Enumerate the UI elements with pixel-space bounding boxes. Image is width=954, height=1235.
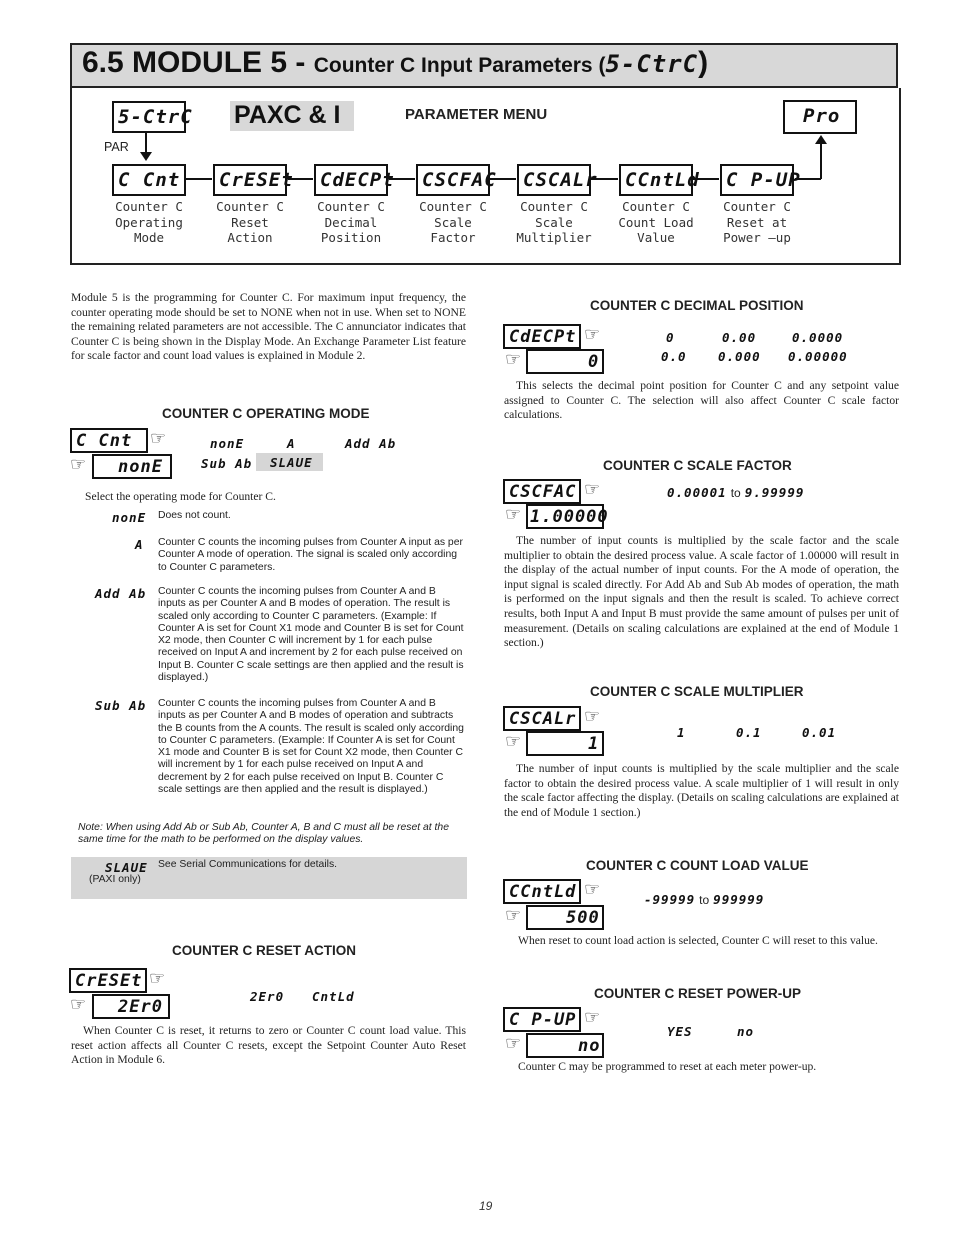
operating-mode-param: C Cnt bbox=[76, 431, 133, 451]
reset-action-value-display bbox=[92, 994, 170, 1019]
count-load-value: 500 bbox=[566, 908, 600, 928]
menu-item-code: C P-UP bbox=[726, 169, 801, 191]
operating-mode-param-display bbox=[70, 428, 148, 453]
scale-mult-value-display bbox=[526, 731, 604, 756]
par-label: PAR bbox=[104, 140, 129, 154]
brand-label: PAXC & I bbox=[234, 101, 341, 129]
hand-pointing-icon: ☞ bbox=[505, 905, 522, 926]
mode-desc-a: Counter C counts the incoming pulses from Counter A input as per Counter A mode of operation. The signal is scaled only according to Counter C parameters. bbox=[158, 537, 463, 573]
count-load-text: When reset to count load action is selected, Counter C will reset to this value. bbox=[518, 934, 878, 947]
reset-action-text: When Counter C is reset, it returns to zero or Counter C count load value. This reset action affects all Counter C resets, except the Setpoint Counter Auto Reset Action in Module 6. bbox=[71, 1024, 466, 1067]
title-subtitle: Counter C Input Parameters ( bbox=[313, 54, 606, 77]
option-mult-0-01: 0.01 bbox=[802, 725, 837, 740]
mode-code-a: A bbox=[135, 537, 144, 552]
option-no: no bbox=[737, 1024, 755, 1039]
option-add-ab: Add Ab bbox=[345, 436, 397, 451]
power-up-heading: COUNTER C RESET POWER-UP bbox=[594, 986, 802, 1001]
menu-item-code: CSCFAC bbox=[422, 169, 497, 191]
hand-pointing-icon: ☞ bbox=[505, 731, 522, 752]
slave-code: SLAUE bbox=[105, 860, 148, 875]
slave-text: See Serial Communications for details. bbox=[158, 859, 338, 870]
option-yes: YES bbox=[667, 1024, 693, 1039]
mode-desc-none: Does not count. bbox=[158, 510, 231, 521]
option-slave: SLAUE bbox=[270, 455, 313, 470]
scale-mult-heading: COUNTER C SCALE MULTIPLIER bbox=[590, 684, 804, 699]
title-prefix: 6.5 MODULE 5 - bbox=[82, 46, 314, 79]
menu-item-label: Counter C Operating Mode bbox=[115, 199, 183, 245]
down-arrow-icon bbox=[140, 152, 152, 161]
menu-item-display bbox=[314, 164, 395, 196]
menu-item-code: CCntLd bbox=[625, 169, 700, 191]
option-slave-box bbox=[256, 453, 323, 471]
operating-mode-heading: COUNTER C OPERATING MODE bbox=[162, 406, 370, 421]
decimal-value: 0 bbox=[588, 352, 600, 372]
hand-pointing-icon: ☞ bbox=[505, 1033, 522, 1054]
title-code: 5-CtrC bbox=[605, 50, 699, 78]
reset-action-param: CrESEt bbox=[75, 971, 143, 991]
range-to: to bbox=[730, 486, 741, 500]
power-up-text: Counter C may be programmed to reset at each meter power-up. bbox=[518, 1060, 817, 1073]
option-sub-ab: Sub Ab bbox=[201, 456, 253, 471]
menu-item-display bbox=[112, 164, 186, 196]
scale-factor-min: 0.00001 bbox=[667, 485, 727, 500]
option-a: A bbox=[287, 436, 296, 451]
decimal-param-display bbox=[503, 324, 581, 349]
option-dp-0: 0 bbox=[666, 330, 675, 345]
option-dp-2: 0.00 bbox=[722, 330, 757, 345]
count-load-max: 999999 bbox=[713, 892, 765, 907]
menu-item-label: Counter C Reset at Power –up bbox=[723, 199, 791, 245]
menu-item-code: CSCALr bbox=[523, 169, 598, 191]
hand-pointing-icon: ☞ bbox=[584, 879, 601, 900]
decimal-heading: COUNTER C DECIMAL POSITION bbox=[590, 298, 804, 313]
scale-factor-value-display bbox=[526, 504, 609, 529]
power-up-value-display bbox=[526, 1033, 604, 1058]
scale-factor-value: 1.00000 bbox=[530, 507, 609, 527]
mode-code-sub-ab: Sub Ab bbox=[95, 698, 147, 713]
count-load-param: CCntLd bbox=[509, 882, 577, 902]
hand-pointing-icon: ☞ bbox=[505, 349, 522, 370]
slave-paxi-only: (PAXI only) bbox=[89, 874, 141, 885]
hand-pointing-icon: ☞ bbox=[584, 479, 601, 500]
count-load-heading: COUNTER C COUNT LOAD VALUE bbox=[586, 858, 809, 873]
hand-pointing-icon: ☞ bbox=[149, 968, 166, 989]
power-up-value: no bbox=[578, 1036, 601, 1056]
count-load-range bbox=[644, 891, 764, 909]
menu-item-display bbox=[720, 164, 801, 196]
menu-item-label: Counter C Count Load Value bbox=[618, 199, 694, 245]
option-dp-1: 0.0 bbox=[661, 349, 687, 364]
scale-factor-range bbox=[667, 484, 804, 502]
power-up-param-display bbox=[503, 1007, 581, 1032]
option-mult-1: 1 bbox=[677, 725, 686, 740]
mode-code-add-ab: Add Ab bbox=[95, 586, 147, 601]
scale-factor-max: 9.99999 bbox=[744, 485, 805, 500]
reset-action-param-display bbox=[69, 968, 147, 993]
hand-pointing-icon: ☞ bbox=[70, 454, 87, 475]
reset-action-value: 2Er0 bbox=[118, 997, 163, 1017]
decimal-text: This selects the decimal point position for Counter C and any setpoint value assigned to Counter C. The selection will also affect Counter C scale factor calculations. bbox=[504, 379, 899, 422]
decimal-param: CdECPt bbox=[509, 327, 577, 347]
decimal-value-display bbox=[526, 349, 604, 374]
hand-pointing-icon: ☞ bbox=[584, 706, 601, 727]
scale-factor-text: The number of input counts is multiplied by the scale factor and the scale multiplier to obtain the desired process value. A scale factor of 1.00000 will result in the display of the actual number of input counts. For the A mode of operation, the input signal is scaled directly. For Add Ab and Sub Ab modes of operation, the math is performed on the input signals and then the result is scaled. To achieve correct results, both Input A and Input B must provide the same amount of pulses per unit of measurement. (Details on scaling calculations are explained at the end of Module 1 section.) bbox=[504, 534, 899, 650]
hand-pointing-icon: ☞ bbox=[584, 1007, 601, 1028]
menu-end-code: Pro bbox=[803, 105, 841, 127]
slave-panel bbox=[71, 857, 467, 899]
range-to: to bbox=[699, 893, 710, 907]
scale-mult-value: 1 bbox=[588, 734, 600, 754]
menu-item-code: C Cnt bbox=[118, 169, 181, 191]
mode-desc-sub-ab: Counter C counts the incoming pulses from Counter A and B inputs as per Counter A and B modes of operation and subtracts the B counts from the A counts. The result is scaled only according to Counter C parameters. (Example: If Counter A is set for Count X1 mode and Counter B is set for Count X2 mode, then Counter C will increment by 1 for each pulse received on Input A and decrement by 2 for each pulse received on Input B. Counter C scale settings are then applied and the result is displayed.) bbox=[158, 698, 464, 796]
menu-item-display bbox=[416, 164, 497, 196]
menu-item-label: Counter C Scale Multiplier bbox=[516, 199, 592, 245]
scale-factor-param-display bbox=[503, 479, 581, 504]
menu-item-code: CdECPt bbox=[320, 169, 395, 191]
menu-item-code: CrESEt bbox=[219, 169, 294, 191]
option-dp-4: 0.0000 bbox=[792, 330, 844, 345]
menu-item-display bbox=[619, 164, 700, 196]
operating-mode-value-display bbox=[92, 454, 172, 479]
scale-factor-param: CSCFAC bbox=[509, 482, 577, 502]
hand-pointing-icon: ☞ bbox=[150, 428, 167, 449]
menu-heading: PARAMETER MENU bbox=[405, 106, 548, 123]
hand-pointing-icon: ☞ bbox=[70, 994, 87, 1015]
option-mult-0-1: 0.1 bbox=[736, 725, 762, 740]
scale-mult-text: The number of input counts is multiplied by the scale multiplier and the scale factor to obtain the desired process value. A scale multiplier of 1 will result in only the scale factor affecting the display. (Details on scaling calculations are explained at the end of Module 1 section.) bbox=[504, 762, 899, 819]
scale-mult-param-display bbox=[503, 706, 581, 731]
option-dp-5: 0.00000 bbox=[788, 349, 848, 364]
reset-action-heading: COUNTER C RESET ACTION bbox=[172, 943, 357, 958]
mode-code-none: nonE bbox=[112, 510, 147, 525]
option-dp-3: 0.000 bbox=[718, 349, 761, 364]
up-arrow-icon bbox=[815, 135, 827, 144]
scale-mult-param: CSCALr bbox=[509, 709, 577, 729]
page-number: 19 bbox=[479, 1199, 493, 1213]
count-load-min: -99999 bbox=[644, 892, 696, 907]
scale-factor-heading: COUNTER C SCALE FACTOR bbox=[603, 458, 792, 473]
menu-item-display bbox=[517, 164, 598, 196]
menu-item-display bbox=[213, 164, 294, 196]
option-count-load: CntLd bbox=[312, 989, 355, 1004]
hand-pointing-icon: ☞ bbox=[505, 504, 522, 525]
select-mode-text: Select the operating mode for Counter C. bbox=[85, 490, 276, 503]
menu-start-code: 5-CtrC bbox=[118, 106, 193, 128]
menu-item-label: Counter C Scale Factor bbox=[419, 199, 487, 245]
math-note: Note: When using Add Ab or Sub Ab, Counter A, B and C must all be reset at the same time for the math to be performed on the display values. bbox=[78, 822, 449, 846]
option-none: nonE bbox=[210, 436, 245, 451]
hand-pointing-icon: ☞ bbox=[584, 324, 601, 345]
mode-desc-add-ab: Counter C counts the incoming pulses from Counter A and B inputs as per Counter A and B modes of operation. The result is scaled only according to Counter C parameters. (Example: If Counter A is set for Count X1 mode and Counter B is set for Count X2 mode, then Counter C will increment by 1 for each pulse received on Input A and increment by 2 for each pulse received on Input B. Counter C scale settings are then applied and the result is displayed.) bbox=[158, 586, 464, 684]
title-close: ) bbox=[698, 46, 709, 79]
count-load-param-display bbox=[503, 879, 581, 904]
menu-item-label: Counter C Reset Action bbox=[216, 199, 284, 245]
operating-mode-value: nonE bbox=[118, 457, 163, 477]
power-up-param: C P-UP bbox=[509, 1010, 577, 1030]
count-load-value-display bbox=[526, 905, 604, 930]
option-zero: 2Er0 bbox=[250, 989, 285, 1004]
intro-paragraph: Module 5 is the programming for Counter C. For maximum input frequency, the counter operating mode should be set to NONE when not in use. When set to NONE the remaining related parameters are not accessible. The C annunciator indicates that Counter C is being shown in the Display Mode. An Exchange Parameter List feature for scale factor and count load values is explained in Module 2. bbox=[71, 291, 466, 363]
menu-item-label: Counter C Decimal Position bbox=[317, 199, 385, 245]
